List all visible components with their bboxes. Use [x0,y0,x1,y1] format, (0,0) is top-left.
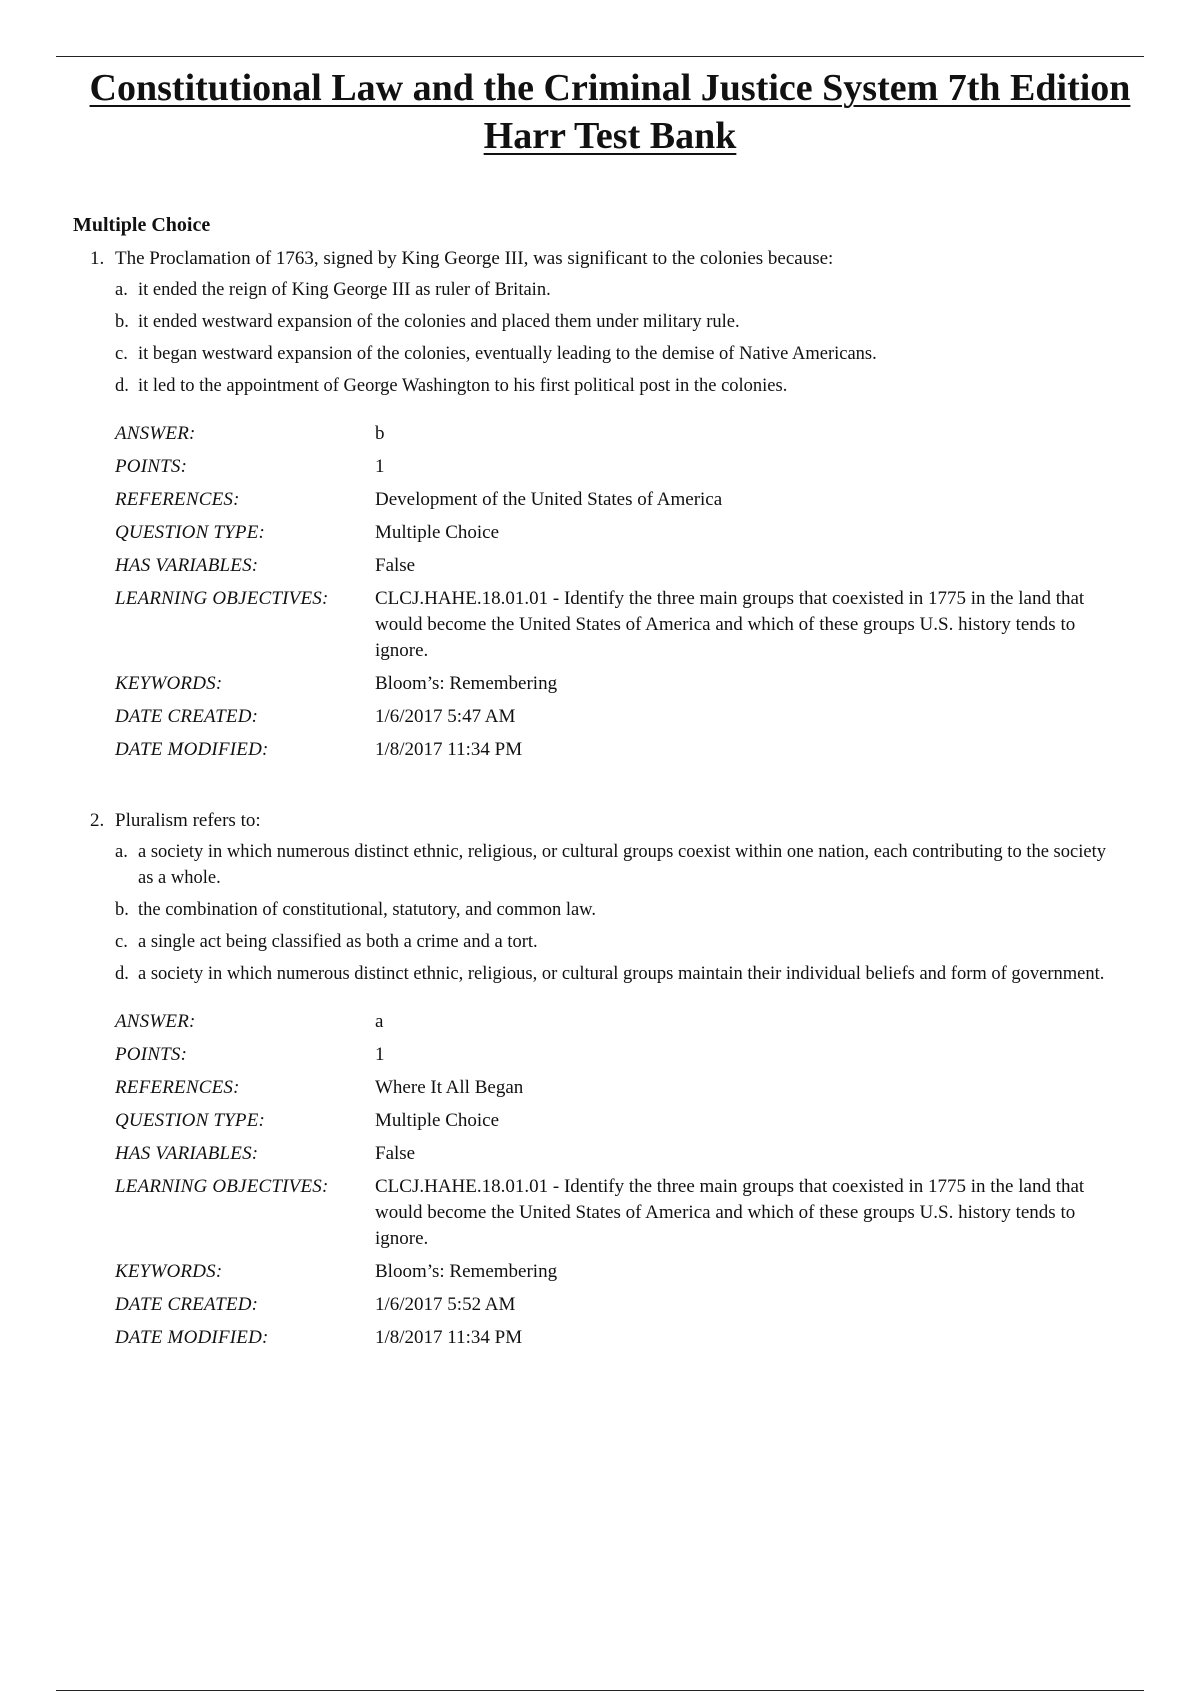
choice-letter: d. [115,376,129,396]
meta-label: DATE MODIFIED: [115,739,269,760]
meta-label: DATE CREATED: [115,706,259,727]
title-line-1: Constitutional Law and the Criminal Justice System 7th Edition [89,67,1131,109]
section-heading: Multiple Choice [73,214,211,236]
question-1 [90,246,1150,770]
meta-label: ANSWER: [115,423,196,444]
points-value: 1 [375,456,385,477]
meta-label: REFERENCES: [115,489,240,510]
choice-text: a society in which numerous distinct ethnic, religious, or cultural groups maintain their individual beliefs and form of government. [138,964,1105,984]
meta-points [115,1042,1145,1068]
answer-choices [90,277,1150,399]
meta-date-modified [115,737,1145,763]
meta-label: ANSWER: [115,1011,196,1032]
choice-c [115,341,1150,367]
date-modified-value: 1/8/2017 11:34 PM [375,1327,523,1348]
choice-a [115,277,1150,303]
choice-text: it began westward expansion of the colonies, eventually leading to the demise of Native Americans. [138,344,877,364]
meta-label: LEARNING OBJECTIVES: [115,588,329,609]
meta-keywords [115,671,1145,697]
meta-question-type [115,1108,1145,1134]
has-variables-value: False [375,1143,416,1164]
meta-date-modified [115,1325,1145,1351]
date-created-value: 1/6/2017 5:52 AM [375,1294,516,1315]
document-title [40,64,1180,160]
learning-objectives-value: CLCJ.HAHE.18.01.01 - Identify the three main groups that coexisted in 1775 in the land that would become the United States of America and which of these groups U.S. history tends to ignore. [375,1176,1085,1249]
meta-label: LEARNING OBJECTIVES: [115,1176,329,1197]
choice-a [115,839,1150,891]
question-metadata [115,1009,1145,1351]
meta-question-type [115,520,1145,546]
has-variables-value: False [375,555,416,576]
answer-choices [90,839,1150,987]
points-value: 1 [375,1044,385,1065]
question-number: 1. [90,248,105,269]
meta-references [115,487,1145,513]
meta-answer [115,1009,1145,1035]
meta-learning-objectives [115,586,1145,664]
references-value: Development of the United States of America [375,489,723,510]
question-text: Pluralism refers to: [115,810,261,831]
meta-label: POINTS: [115,1044,188,1065]
keywords-value: Bloom’s: Remembering [375,673,558,694]
meta-label: QUESTION TYPE: [115,1110,266,1131]
meta-label: HAS VARIABLES: [115,1143,259,1164]
choice-c [115,929,1150,955]
meta-label: DATE MODIFIED: [115,1327,269,1348]
choice-text: the combination of constitutional, statutory, and common law. [138,900,596,920]
question-text: The Proclamation of 1763, signed by King George III, was significant to the colonies because: [115,248,834,269]
keywords-value: Bloom’s: Remembering [375,1261,558,1282]
choice-b [115,897,1150,923]
meta-date-created [115,704,1145,730]
meta-has-variables [115,553,1145,579]
choice-text: a society in which numerous distinct ethnic, religious, or cultural groups coexist within one nation, each contributing to the society as a whole. [138,842,1106,888]
date-modified-value: 1/8/2017 11:34 PM [375,739,523,760]
question-type-value: Multiple Choice [375,522,500,543]
choice-text: a single act being classified as both a crime and a tort. [138,932,538,952]
meta-keywords [115,1259,1145,1285]
meta-label: KEYWORDS: [115,673,223,694]
question-type-value: Multiple Choice [375,1110,500,1131]
meta-label: HAS VARIABLES: [115,555,259,576]
question-number: 2. [90,810,105,831]
meta-label: QUESTION TYPE: [115,522,266,543]
top-rule [56,56,1144,57]
meta-label: DATE CREATED: [115,1294,259,1315]
question-metadata [115,421,1145,763]
choice-text: it ended the reign of King George III as ruler of Britain. [138,280,551,300]
meta-references [115,1075,1145,1101]
meta-has-variables [115,1141,1145,1167]
choice-d [115,373,1150,399]
meta-learning-objectives [115,1174,1145,1252]
question-stem [90,246,1150,272]
choice-text: it led to the appointment of George Washington to his first political post in the colonies. [138,376,788,396]
choice-text: it ended westward expansion of the colonies and placed them under military rule. [138,312,740,332]
bottom-rule [56,1690,1144,1691]
choice-letter: b. [115,312,129,332]
meta-date-created [115,1292,1145,1318]
meta-points [115,454,1145,480]
question-2 [90,808,1150,1358]
choice-letter: c. [115,932,128,952]
title-line-2: Harr Test Bank [483,115,737,157]
choice-letter: a. [115,280,128,300]
meta-label: KEYWORDS: [115,1261,223,1282]
choice-d [115,961,1150,987]
meta-answer [115,421,1145,447]
choice-letter: c. [115,344,128,364]
choice-letter: a. [115,842,128,862]
meta-label: POINTS: [115,456,188,477]
question-stem [90,808,1150,834]
choice-letter: b. [115,900,129,920]
answer-value: a [375,1011,384,1032]
meta-label: REFERENCES: [115,1077,240,1098]
date-created-value: 1/6/2017 5:47 AM [375,706,516,727]
learning-objectives-value: CLCJ.HAHE.18.01.01 - Identify the three main groups that coexisted in 1775 in the land that would become the United States of America and which of these groups U.S. history tends to ignore. [375,588,1085,661]
references-value: Where It All Began [375,1077,524,1098]
answer-value: b [375,423,385,444]
choice-letter: d. [115,964,129,984]
choice-b [115,309,1150,335]
